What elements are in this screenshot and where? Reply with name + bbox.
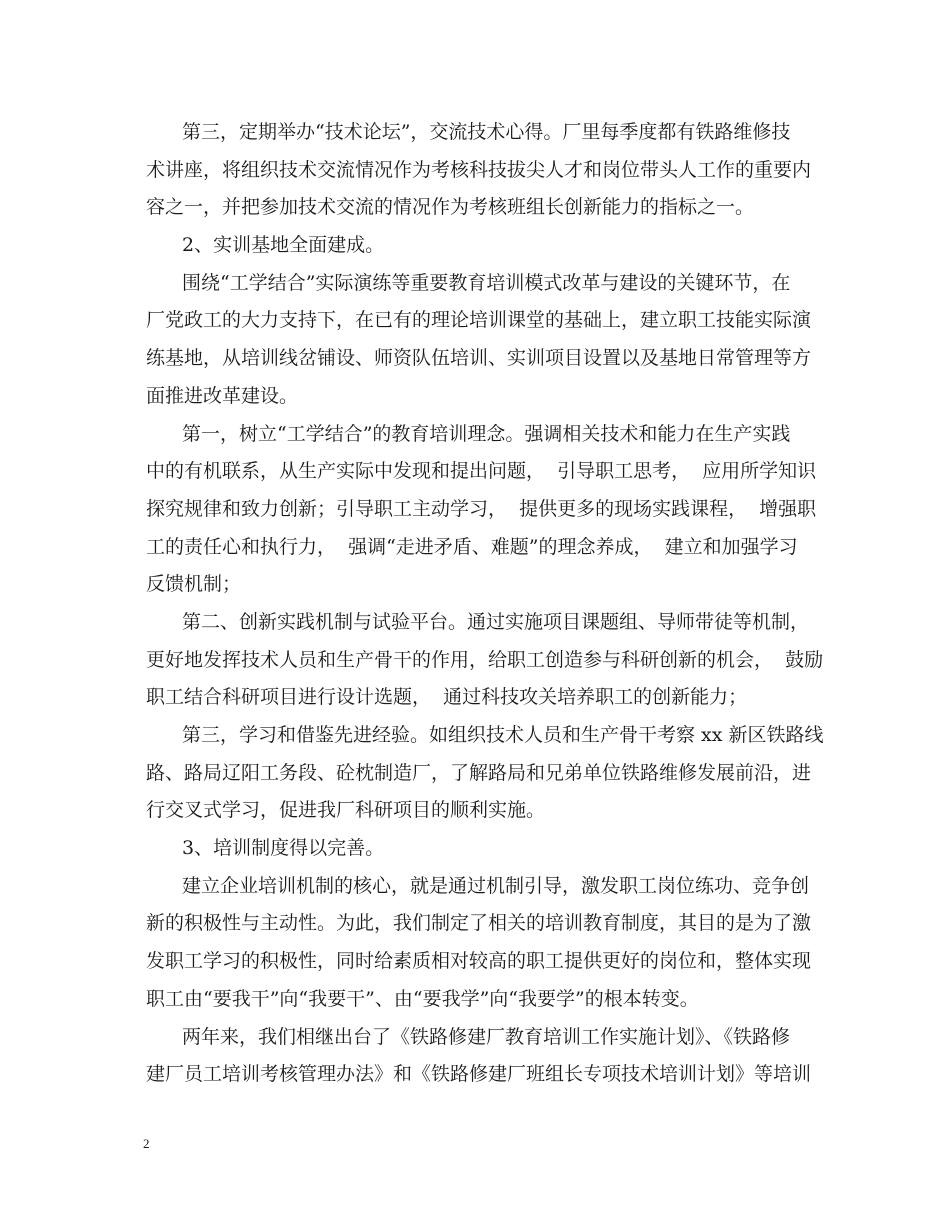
text-line: 厂党政工的大力支持下，在已有的理论培训课堂的基础上，建立职工技能实际演	[146, 309, 812, 332]
text-line: 探究规律和致力创新；引导职工主动学习， 提供更多的现场实践课程， 增强职	[146, 497, 817, 520]
text-line: 面推进改革建设。	[146, 384, 299, 407]
text-line: 更好地发挥技术人员和生产骨干的作用，给职工创造参与科研创新的机会， 鼓励	[146, 648, 824, 671]
text-line: 容之一，并把参加技术交流的情况作为考核班组长创新能力的指标之一。	[146, 196, 755, 219]
text-line: 发职工学习的积极性，同时给素质相对较高的职工提供更好的岗位和，整体实现	[146, 950, 812, 973]
text-line: 工的责任心和执行力， 强调“走进矛盾、难题”的理念养成， 建立和加强学习	[146, 535, 798, 558]
text-line: 反馈机制；	[146, 573, 242, 596]
text-line: 路、路局辽阳工务段、砼枕制造厂，了解路局和兄弟单位铁路维修发展前沿，进	[146, 761, 812, 784]
text-line: 围绕“工学结合”实际演练等重要教育培训模式改革与建设的关键环节，在	[182, 271, 791, 294]
text-line: 第三，学习和借鉴先进经验。如组织技术人员和生产骨干考察 xx 新区铁路线	[182, 724, 824, 746]
text-line: 第三，定期举办“技术论坛”，交流技术心得。厂里每季度都有铁路维修技	[182, 121, 791, 143]
text-line: 职工由“要我干”向“我要干”、由“要我学”向“我要学”的根本转变。	[146, 987, 699, 1010]
page-number: 2	[143, 1136, 150, 1151]
section-heading: 2、实训基地全面建成。	[182, 234, 385, 257]
text-line: 练基地，从培训线岔铺设、师资队伍培训、实训项目设置以及基地日常管理等方	[146, 347, 812, 370]
text-line: 中的有机联系，从生产实际中发现和提出问题， 引导职工思考， 应用所学知识	[146, 460, 817, 483]
text-line: 行交叉式学习，促进我厂科研项目的顺利实施。	[146, 799, 546, 822]
text-line: 职工结合科研项目进行设计选题， 通过科技攻关培养职工的创新能力；	[146, 686, 748, 709]
section-heading: 3、培训制度得以完善。	[182, 837, 385, 860]
text-line: 第二、创新实践机制与试验平台。通过实施项目课题组、导师带徒等机制，	[182, 610, 810, 633]
text-line: 两年来，我们相继出台了《铁路修建厂教育培训工作实施计划》、《铁路修	[182, 1025, 791, 1048]
text-line: 第一，树立“工学结合”的教育培训理念。强调相关技术和能力在生产实践	[182, 422, 791, 445]
text-line: 术讲座，将组织技术交流情况作为考核科技拔尖人才和岗位带头人工作的重要内	[146, 158, 812, 181]
body-text	[146, 114, 824, 1094]
text-line: 建厂员工培训考核管理办法》和《铁路修建厂班组长专项技术培训计划》等培训	[146, 1063, 812, 1086]
text-line: 建立企业培训机制的核心，就是通过机制引导，激发职工岗位练功、竞争创	[182, 874, 810, 897]
text-line: 新的积极性与主动性。为此，我们制定了相关的培训教育制度，其目的是为了激	[146, 912, 812, 935]
